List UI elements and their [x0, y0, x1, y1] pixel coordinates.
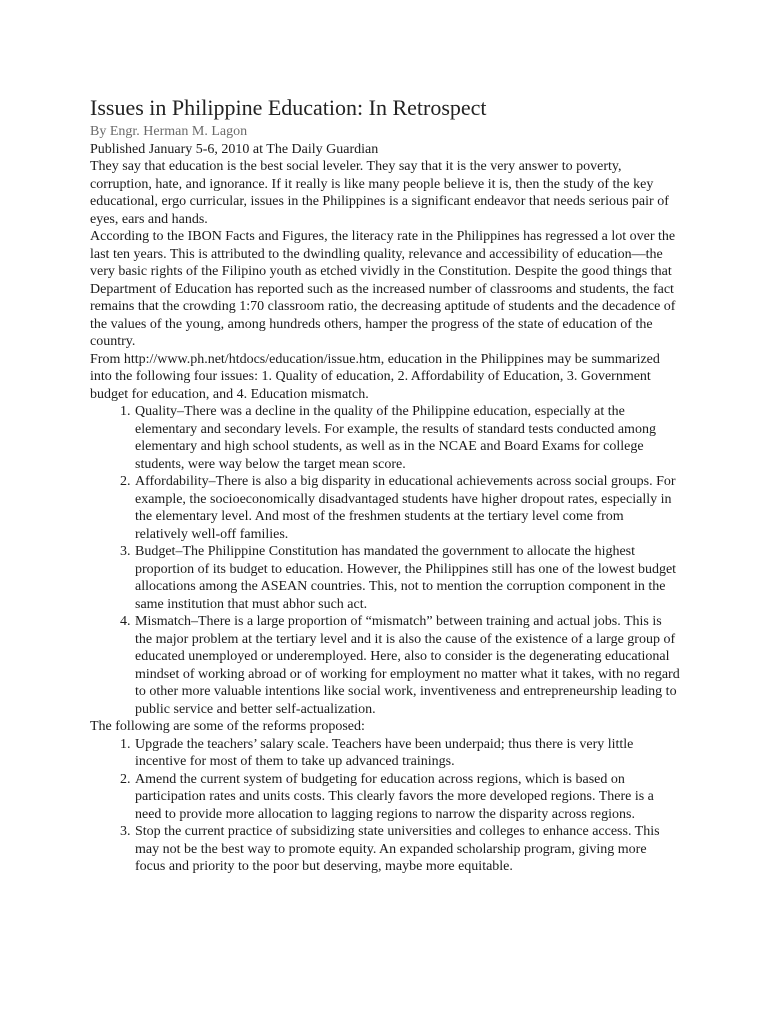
issues-list — [90, 403, 680, 718]
list-item-reform-salary: 1. Upgrade the teachers’ salary scale. Teachers have been underpaid; thus there is very little incentive for most of them to take up advanced trainings. — [134, 736, 680, 771]
reforms-list — [90, 736, 680, 876]
document-page — [90, 94, 680, 876]
paragraph-literacy: According to the IBON Facts and Figures, the literacy rate in the Philippines has regressed a lot over the last ten years. This is attributed to the dwindling quality, relevance and accessibility of education—the very basic rights of the Filipino youth as etched vividly in the Constitution. Despite the good things that Department of Education has reported such as the increased number of classrooms and students, the fact remains that the crowding 1:70 classroom ratio, the decreasing aptitude of students and the decadence of the values of the young, among hundreds others, hamper the progress of the state of education of the country. — [90, 229, 676, 349]
reforms-intro: The following are some of the reforms proposed: — [90, 719, 365, 734]
list-item-mismatch: 4. Mismatch–There is a large proportion of “mismatch” between training and actual jobs. This is the major problem at the tertiary level and it is also the cause of the existence of a large group of educated unemployed or underemployed. Here, also to consider is the degenerating educational mindset of working abroad or of working for employment no matter what it takes, with no regard to other more valuable intentions like social work, inventiveness and entrepreneurship leading to public service and better self-actualization. — [134, 613, 680, 718]
list-item-quality: 1. Quality–There was a decline in the quality of the Philippine education, especially at the elementary and secondary levels. For example, the results of standard tests conducted among elementary and high school students, as well as in the NCAE and Board Exams for college students, were way below the target mean score. — [134, 403, 680, 473]
article-title: Issues in Philippine Education: In Retrospect — [90, 95, 487, 120]
list-item-budget: 3. Budget–The Philippine Constitution has mandated the government to allocate the highest proportion of its budget to education. However, the Philippines still has one of the lowest budget allocations among the ASEAN countries. This, not to mention the corruption component in the same institution that must abhor such act. — [134, 543, 680, 613]
publication-date: Published January 5-6, 2010 at The Daily Guardian — [90, 141, 379, 157]
list-item-affordability: 2. Affordability–There is also a big disparity in educational achievements across social groups. For example, the socioeconomically disadvantaged students have higher dropout rates, especially in the elementary level. And most of the freshmen students at the tertiary level come from relatively well-off families. — [134, 473, 680, 543]
article-byline: By Engr. Herman M. Lagon — [90, 124, 248, 139]
list-item-reform-subsidy: 3. Stop the current practice of subsidizing state universities and colleges to enhance access. This may not be the best way to promote equity. An expanded scholarship program, giving more focus and priority to the poor but deserving, maybe more equitable. — [134, 823, 680, 876]
list-item-reform-budgeting: 2. Amend the current system of budgeting for education across regions, which is based on participation rates and units costs. This clearly favors the more developed regions. There is a need to provide more allocation to lagging regions to narrow the disparity across regions. — [134, 771, 680, 824]
paragraph-issues-summary: From http://www.ph.net/htdocs/education/issue.htm, education in the Philippines may be summarized into the following four issues: 1. Quality of education, 2. Affordability of Education, 3. Government budget for education, and 4. Education mismatch. — [90, 351, 660, 402]
paragraph-intro: They say that education is the best social leveler. They say that it is the very answer to poverty, corruption, hate, and ignorance. If it really is like many people believe it is, then the study of the key educational, ergo curricular, issues in the Philippines is a significant endeavor that needs serious pair of eyes, ears and hands. — [90, 159, 669, 227]
